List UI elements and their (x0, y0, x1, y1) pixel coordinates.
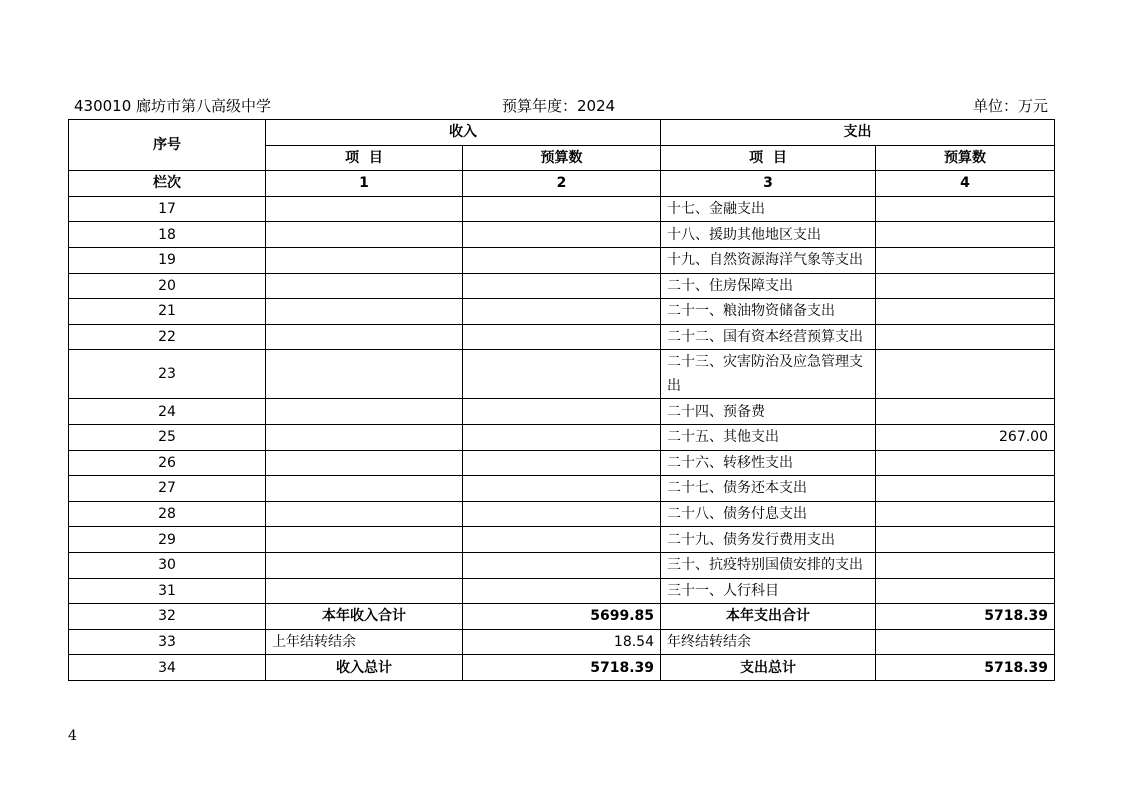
table-row (69, 604, 1055, 630)
expense-amount (876, 324, 1055, 350)
income-item (266, 273, 463, 299)
header-row-1 (69, 120, 1055, 146)
expense-item: 二十、住房保障支出 (661, 273, 876, 299)
expense-item: 二十五、其他支出 (661, 424, 876, 450)
lanci-1: 1 (266, 171, 463, 197)
col-expense-item-header: 项 目 (661, 145, 876, 171)
income-amount (463, 552, 661, 578)
report-header (74, 95, 1048, 117)
expense-amount: 5718.39 (876, 655, 1055, 681)
col-expense-header: 支出 (661, 120, 1055, 146)
table-row (69, 324, 1055, 350)
income-item: 本年收入合计 (266, 604, 463, 630)
lanci-2: 2 (463, 171, 661, 197)
expense-amount (876, 578, 1055, 604)
row-seq: 26 (69, 450, 266, 476)
expense-amount: 267.00 (876, 424, 1055, 450)
expense-amount (876, 527, 1055, 553)
income-item (266, 247, 463, 273)
col-seq-header: 序号 (69, 120, 266, 171)
income-item (266, 501, 463, 527)
income-item (266, 552, 463, 578)
income-item (266, 222, 463, 248)
table-row (69, 399, 1055, 425)
row-seq: 21 (69, 299, 266, 325)
row-seq: 24 (69, 399, 266, 425)
col-income-header: 收入 (266, 120, 661, 146)
row-seq: 19 (69, 247, 266, 273)
income-amount (463, 527, 661, 553)
lanci-row (69, 171, 1055, 197)
expense-item: 二十七、债务还本支出 (661, 476, 876, 502)
income-item (266, 399, 463, 425)
expense-amount (876, 476, 1055, 502)
income-amount (463, 424, 661, 450)
income-amount (463, 476, 661, 502)
income-item: 收入总计 (266, 655, 463, 681)
expense-item: 十七、金融支出 (661, 196, 876, 222)
income-amount (463, 350, 661, 399)
table-row (69, 247, 1055, 273)
expense-item: 二十六、转移性支出 (661, 450, 876, 476)
table-row (69, 527, 1055, 553)
budget-table (68, 119, 1055, 681)
income-amount: 5718.39 (463, 655, 661, 681)
income-amount (463, 299, 661, 325)
expense-item: 二十四、预备费 (661, 399, 876, 425)
expense-item: 十八、援助其他地区支出 (661, 222, 876, 248)
expense-amount (876, 247, 1055, 273)
expense-amount: 5718.39 (876, 604, 1055, 630)
col-expense-amount-header: 预算数 (876, 145, 1055, 171)
income-item (266, 450, 463, 476)
col-income-amount-header: 预算数 (463, 145, 661, 171)
income-item (266, 196, 463, 222)
expense-item: 二十二、国有资本经营预算支出 (661, 324, 876, 350)
table-row (69, 424, 1055, 450)
row-seq: 29 (69, 527, 266, 553)
income-item (266, 299, 463, 325)
org-name: 430010 廊坊市第八高级中学 (74, 97, 272, 115)
row-seq: 22 (69, 324, 266, 350)
page-number: 4 (68, 728, 77, 744)
row-seq: 23 (69, 350, 266, 399)
table-row (69, 552, 1055, 578)
lanci-label: 栏次 (69, 171, 266, 197)
income-item (266, 324, 463, 350)
row-seq: 25 (69, 424, 266, 450)
expense-item: 二十一、粮油物资储备支出 (661, 299, 876, 325)
row-seq: 32 (69, 604, 266, 630)
table-row (69, 350, 1055, 399)
income-item (266, 527, 463, 553)
row-seq: 34 (69, 655, 266, 681)
expense-item: 支出总计 (661, 655, 876, 681)
row-seq: 17 (69, 196, 266, 222)
income-amount (463, 501, 661, 527)
income-amount (463, 222, 661, 248)
table-row (69, 196, 1055, 222)
expense-item: 三十一、人行科目 (661, 578, 876, 604)
income-item (266, 578, 463, 604)
expense-amount (876, 450, 1055, 476)
expense-amount (876, 399, 1055, 425)
income-amount (463, 399, 661, 425)
income-amount (463, 247, 661, 273)
income-amount (463, 273, 661, 299)
row-seq: 30 (69, 552, 266, 578)
row-seq: 27 (69, 476, 266, 502)
expense-amount (876, 299, 1055, 325)
income-amount (463, 578, 661, 604)
table-row (69, 655, 1055, 681)
income-amount (463, 196, 661, 222)
row-seq: 18 (69, 222, 266, 248)
income-amount (463, 450, 661, 476)
table-row (69, 222, 1055, 248)
expense-item: 三十、抗疫特别国债安排的支出 (661, 552, 876, 578)
income-amount (463, 324, 661, 350)
table-row (69, 476, 1055, 502)
expense-item: 二十九、债务发行费用支出 (661, 527, 876, 553)
income-item (266, 424, 463, 450)
expense-item: 二十三、灾害防治及应急管理支出 (661, 350, 876, 399)
table-row (69, 629, 1055, 655)
table-row (69, 501, 1055, 527)
income-item (266, 476, 463, 502)
expense-amount (876, 196, 1055, 222)
expense-item: 本年支出合计 (661, 604, 876, 630)
table-row (69, 299, 1055, 325)
table-row (69, 273, 1055, 299)
expense-amount (876, 273, 1055, 299)
income-amount: 18.54 (463, 629, 661, 655)
col-income-item-header: 项 目 (266, 145, 463, 171)
expense-amount (876, 501, 1055, 527)
row-seq: 28 (69, 501, 266, 527)
unit-label: 单位：万元 (972, 97, 1048, 115)
row-seq: 31 (69, 578, 266, 604)
row-seq: 20 (69, 273, 266, 299)
table-row (69, 450, 1055, 476)
expense-item: 二十八、债务付息支出 (661, 501, 876, 527)
budget-year: 预算年度：2024 (502, 97, 616, 115)
expense-amount (876, 552, 1055, 578)
expense-amount (876, 629, 1055, 655)
lanci-3: 3 (661, 171, 876, 197)
expense-item: 十九、自然资源海洋气象等支出 (661, 247, 876, 273)
expense-item: 年终结转结余 (661, 629, 876, 655)
lanci-4: 4 (876, 171, 1055, 197)
expense-amount (876, 222, 1055, 248)
income-amount: 5699.85 (463, 604, 661, 630)
table-row (69, 578, 1055, 604)
expense-amount (876, 350, 1055, 399)
row-seq: 33 (69, 629, 266, 655)
income-item (266, 350, 463, 399)
income-item: 上年结转结余 (266, 629, 463, 655)
